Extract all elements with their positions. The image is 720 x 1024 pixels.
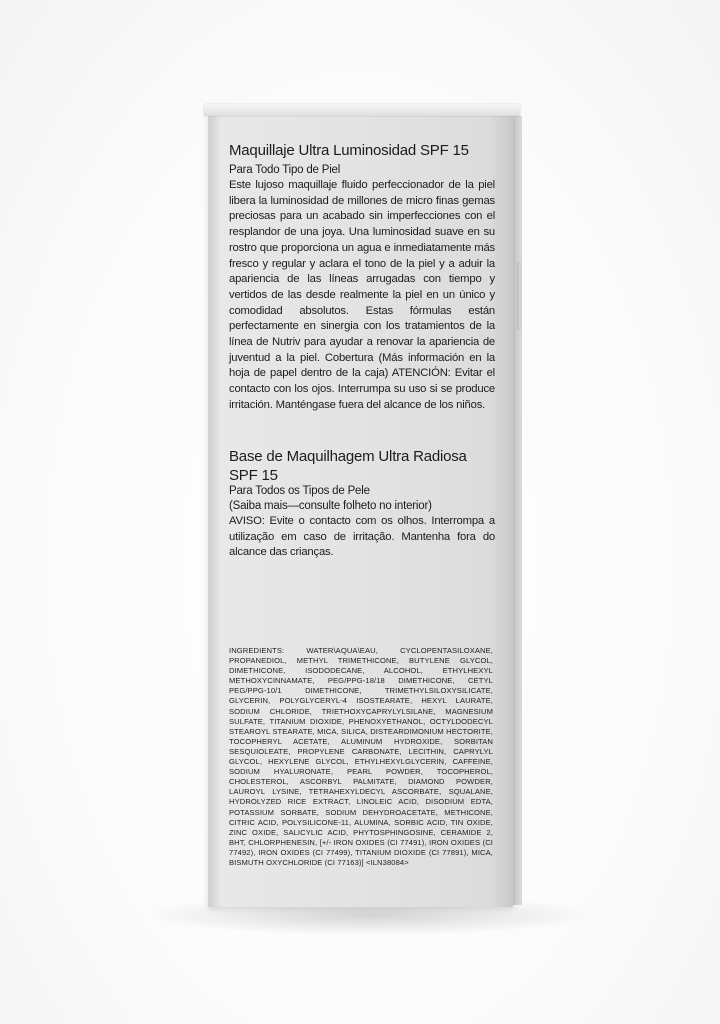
product-box-top [204, 104, 520, 116]
ingredients-list: INGREDIENTS: WATER\AQUA\EAU, CYCLOPENTASILOXANE, PROPANEDIOL, METHYL TRIMETHICONE, BUTYLENE GLYCOL, DIMETHICONE, ISODODECANE, ALCOHOL, ETHYLHEXYL METHOXYCINNAMATE, PEG/PPG-18/18 DIMETHICONE, CETYL PEG/PPG-10/1 DIMETHICONE, TRIMETHYLSILOXYSILICATE, GLYCERIN, POLYGLYCERYL-4 ISOSTEARATE, HEXYL LAURATE, SODIUM CHLORIDE, TRIETHOXYCAPRYLYLSILANE, MAGNESIUM SULFATE, TITANIUM DIOXIDE, PHENOXYETHANOL, OCTYLDODECYL STEAROYL STEARATE, MICA, SILICA, DISTEARDIMONIUM HECTORITE, TOCOPHERYL ACETATE, ALUMINUM HYDROXIDE, SORBITAN SESQUIOLEATE, PROPYLENE CARBONATE, LECITHIN, CAPRYLYL GLYCOL, HEXYLENE GLYCOL, ETHYLHEXYLGLYCERIN, CAFFEINE, SODIUM HYALURONATE, PEARL POWDER, TOCOPHEROL, CHOLESTEROL, ASCORBYL PALMITATE, DIAMOND POWDER, LAUROYL LYSINE, TETRAHEXYLDECYL ASCORBATE, SQUALANE, HYDROLYZED RICE EXTRACT, LINOLEIC ACID, DISODIUM EDTA, POTASSIUM SORBATE, SODIUM DEHYDROACETATE, METHICONE, CITRIC ACID, POLYSILICONE-11, ALUMINA, SORBIC ACID, TIN OXIDE, ZINC OXIDE, SALICYLIC ACID, PHYTOSPHINGOSINE, CERAMIDE 2, BHT, CHLORPHENESIN, [+/- IRON OXIDES (CI 77491), IRON OXIDES (CI 77492), IRON OXIDES (CI 77499), TITANIUM DIOXIDE (CI 77891), MICA, BISMUTH OXYCHLORIDE (CI 77163)] <ILN38084> [229, 646, 493, 867]
spanish-description: Este lujoso maquillaje fluido perfeccionador de la piel libera la luminosidad de millones de micro finas gemas preciosas para un acabado sin imperfecciones con el resplandor de una joya. Una luminosidad suave en su rostro que proporciona un agua e inmediatamente más fresco y regular y aclara el tono de la piel y a aduir la apariencia de las líneas arrugadas con tiempo y vertidos de las desde realmente la piel en un único y comodidad absolutos. Estas fórmulas están perfectamente en sinergia con los tratamientos de la línea de Nutriv para ayudar a renovar la apariencia de juventud a la piel. Cobertura (Más información en la hoja de papel dentro de la caja) ATENCIÓN: Evitar el contacto con los ojos. Interrumpa su uso si se produce irritación. Manténgase fuera del alcance de los niños. [229, 179, 495, 411]
spanish-title: Maquillaje Ultra Luminosidad SPF 15 [229, 142, 469, 159]
box-side-panel [512, 116, 522, 905]
portuguese-warning: AVISO: Evite o contacto com os olhos. Interrompa a utilização em caso de irritação. Mantenha fora do alcance das crianças. [229, 515, 495, 559]
spanish-subtitle: Para Todo Tipo de Piel [229, 164, 341, 176]
portuguese-more-info: (Saiba mais—consulte folheto no interior) [229, 500, 432, 512]
portuguese-subtitle: Para Todos os Tipos de Pele [229, 485, 370, 497]
box-side-notch [517, 262, 522, 330]
portuguese-title: Base de Maquilhagem Ultra Radiosa SPF 15 [229, 448, 467, 484]
